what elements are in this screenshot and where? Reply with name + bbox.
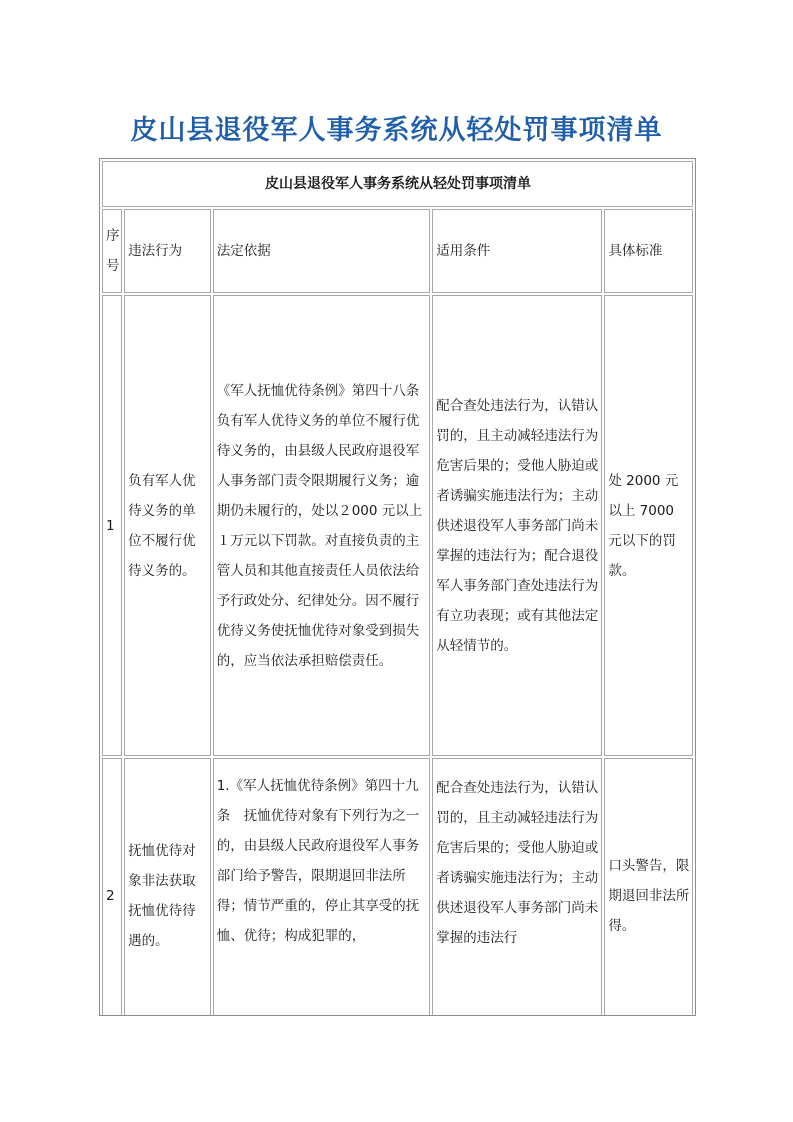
row-standard: 口头警告，限期退回非法所得。 [604, 758, 693, 1016]
row-basis: 《军人抚恤优待条例》第四十八条 负有军人优待义务的单位不履行优待义务的，由县级人民政府退役军人事务部门责令限期履行义务；逾期仍未履行的，处以２000 元以上１万元以下罚款。对直接负责的主管人员和其他直接责任人员依法给予行政处分、纪律处分。因不履行优待义务使抚恤优待对象受到损失的，应当依法承担赔偿责任。 [213, 295, 430, 756]
penalty-table [100, 159, 695, 1016]
row-seq: 2 [102, 758, 122, 1016]
header-violation: 违法行为 [124, 209, 211, 293]
row-seq: 1 [102, 295, 122, 756]
table-header-row [102, 209, 693, 293]
penalty-table-frame [99, 158, 696, 1016]
table-caption-row [102, 161, 693, 207]
row-violation: 负有军人优待义务的单位不履行优待义务的。 [124, 295, 211, 756]
row-conditions: 配合查处违法行为，认错认罚的，且主动减轻违法行为危害后果的；受他人胁迫或者诱骗实施违法行为；主动供述退役军人事务部门尚未掌握的违法行 [432, 758, 602, 1016]
header-standard: 具体标准 [604, 209, 693, 293]
row-conditions: 配合查处违法行为，认错认罚的，且主动减轻违法行为危害后果的；受他人胁迫或者诱骗实施违法行为；主动供述退役军人事务部门尚未掌握的违法行为；配合退役军人事务部门查处违法行为有立功表现；或有其他法定从轻情节的。 [432, 295, 602, 756]
document-title: 皮山县退役军人事务系统从轻处罚事项清单 [130, 115, 663, 146]
row-standard: 处 2000 元以上 7000 元以下的罚款。 [604, 295, 693, 756]
header-basis: 法定依据 [213, 209, 430, 293]
table-caption: 皮山县退役军人事务系统从轻处罚事项清单 [102, 161, 693, 207]
table-row [102, 758, 693, 1016]
table-row [102, 295, 693, 756]
row-basis: 1.《军人抚恤优待条例》第四十九条 抚恤优待对象有下列行为之一的，由县级人民政府退役军人事务部门给予警告，限期退回非法所得；情节严重的，停止其享受的抚恤、优待；构成犯罪的， [213, 758, 430, 1016]
row-violation: 抚恤优待对象非法获取抚恤优待待遇的。 [124, 758, 211, 1016]
header-seq: 序号 [102, 209, 122, 293]
header-conditions: 适用条件 [432, 209, 602, 293]
